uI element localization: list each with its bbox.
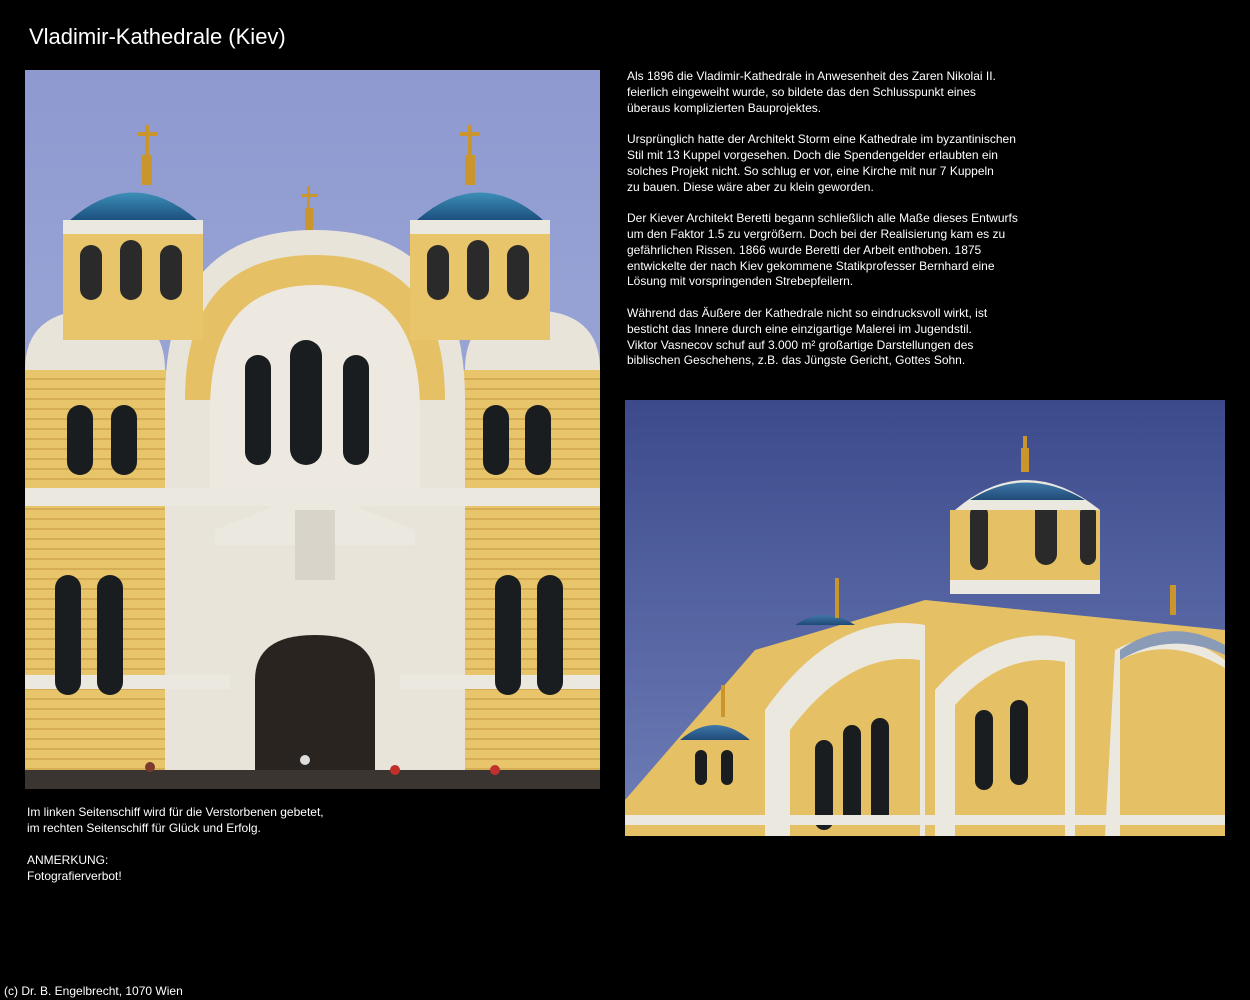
- page-title: Vladimir-Kathedrale (Kiev): [29, 24, 286, 49]
- photo-caption: [27, 804, 324, 884]
- cathedral-front-photo: [25, 70, 600, 789]
- description-paragraph: [627, 211, 1047, 290]
- text-line: entwickelte der nach Kiev gekommene Statikprofesser Bernhard eine: [627, 258, 995, 273]
- note-label: ANMERKUNG:: [27, 853, 109, 867]
- text-line: zu bauen. Diese wäre aber zu klein geworden.: [627, 179, 874, 194]
- text-line: überaus komplizierten Bauprojektes.: [627, 100, 822, 115]
- text-line: feierlich eingeweiht wurde, so bildete das den Schlusspunkt eines: [627, 84, 976, 99]
- description-paragraph: [627, 306, 1047, 369]
- caption-line: Im linken Seitenschiff wird für die Verstorbenen gebetet,: [27, 805, 324, 819]
- text-line: Als 1896 die Vladimir-Kathedrale in Anwesenheit des Zaren Nikolai II.: [627, 69, 996, 83]
- description-text: [627, 69, 1047, 385]
- note-text: Fotografierverbot!: [27, 869, 122, 883]
- caption-spacer: [27, 836, 324, 852]
- text-line: Viktor Vasnecov schuf auf 3.000 m² großartige Darstellungen des: [627, 337, 974, 352]
- caption-line: im rechten Seitenschiff für Glück und Erfolg.: [27, 821, 261, 835]
- copyright-footer: (c) Dr. B. Engelbrecht, 1070 Wien: [4, 984, 183, 998]
- text-line: Während das Äußere der Kathedrale nicht so eindrucksvoll wirkt, ist: [627, 305, 988, 320]
- text-line: Ursprünglich hatte der Architekt Storm eine Kathedrale im byzantinischen: [627, 132, 1016, 147]
- text-line: um den Faktor 1.5 zu vergrößern. Doch bei der Realisierung kam es zu: [627, 226, 1006, 241]
- description-paragraph: [627, 132, 1047, 195]
- cathedral-domes-photo: [625, 400, 1225, 836]
- text-line: Stil mit 13 Kuppel vorgesehen. Doch die Spendengelder erlaubten ein: [627, 147, 998, 162]
- text-line: solches Projekt nicht. So schlug er vor, eine Kirche mit nur 7 Kuppeln: [627, 163, 994, 178]
- description-paragraph: [627, 69, 1047, 116]
- text-line: Lösung mit vorspringenden Strebepfeilern.: [627, 274, 854, 289]
- text-line: gefährlichen Rissen. 1866 wurde Beretti der Arbeit enthoben. 1875: [627, 242, 982, 257]
- text-line: biblischen Geschehens, z.B. das Jüngste Gericht, Gottes Sohn.: [627, 353, 966, 368]
- text-line: besticht das Innere durch eine einzigartige Malerei im Jugendstil.: [627, 321, 972, 336]
- text-line: Der Kiever Architekt Beretti begann schließlich alle Maße dieses Entwurfs: [627, 211, 1018, 226]
